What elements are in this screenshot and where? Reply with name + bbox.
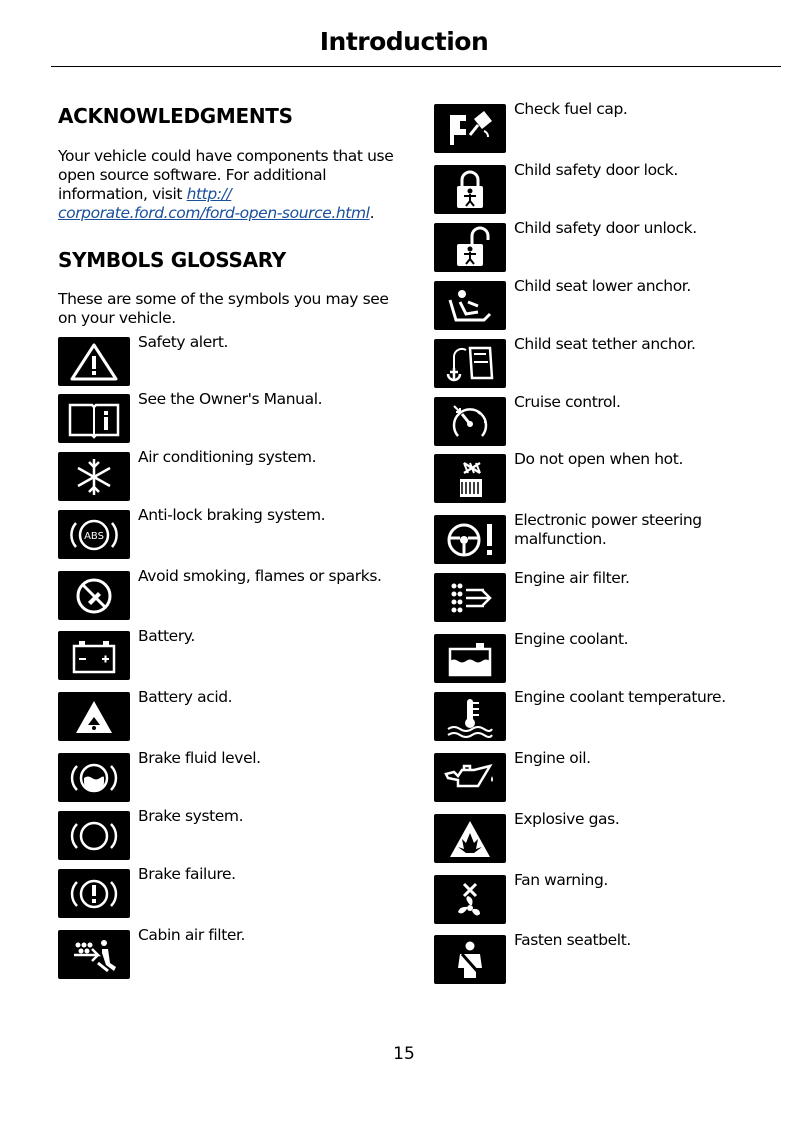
symbol-label: Safety alert. xyxy=(138,333,229,351)
engine-oil-icon xyxy=(434,753,506,802)
child-seat-anchor-icon xyxy=(434,281,506,330)
symbol-label: Engine oil. xyxy=(514,749,591,767)
warning-triangle-icon xyxy=(58,337,130,386)
fan-warning-icon xyxy=(434,875,506,924)
symbol-label: Check fuel cap. xyxy=(514,100,628,118)
engine-coolant-icon xyxy=(434,634,506,683)
fuel-cap-icon xyxy=(434,104,506,153)
symbol-label: Cabin air filter. xyxy=(138,926,246,944)
explosive-gas-icon xyxy=(434,814,506,863)
cabin-air-filter-icon xyxy=(58,930,130,979)
child-unlock-icon xyxy=(434,223,506,272)
open-source-link[interactable]: http:// corporate.ford.com/ford-open-source.html xyxy=(58,185,370,222)
symbol-label: See the Owner's Manual. xyxy=(138,390,323,408)
symbol-label: Brake failure. xyxy=(138,865,236,883)
acknowledgments-heading: ACKNOWLEDGMENTS xyxy=(58,104,293,128)
svg-text:ABS: ABS xyxy=(84,530,104,542)
symbol-label: Do not open when hot. xyxy=(514,450,683,468)
coolant-temperature-icon xyxy=(434,692,506,741)
page-title: Introduction xyxy=(319,27,489,56)
symbol-label: Engine coolant temperature. xyxy=(514,688,726,706)
abs-icon xyxy=(58,510,130,559)
symbol-label: Brake system. xyxy=(138,807,244,825)
symbol-label: Child seat lower anchor. xyxy=(514,277,691,295)
acknowledgments-text xyxy=(58,147,408,223)
symbol-label: Air conditioning system. xyxy=(138,448,317,466)
header-divider xyxy=(51,66,781,67)
page-number: 15 xyxy=(393,1044,415,1064)
symbol-label: Avoid smoking, flames or sparks. xyxy=(138,567,382,585)
child-lock-icon xyxy=(434,165,506,214)
do-not-open-hot-icon xyxy=(434,454,506,503)
seatbelt-icon xyxy=(434,935,506,984)
symbol-label: Battery acid. xyxy=(138,688,233,706)
symbol-label: Anti-lock braking system. xyxy=(138,506,326,524)
symbol-label: Child safety door lock. xyxy=(514,161,678,179)
battery-icon xyxy=(58,631,130,680)
power-steering-icon xyxy=(434,515,506,564)
symbol-label: Engine air filter. xyxy=(514,569,630,587)
symbol-label: Child safety door unlock. xyxy=(514,219,697,237)
brake-fluid-icon xyxy=(58,753,130,802)
acknowledgments-body: Your vehicle could have components that use open source software. For additional information, visit xyxy=(58,147,394,203)
symbol-label: Engine coolant. xyxy=(514,630,629,648)
symbol-label: Fan warning. xyxy=(514,871,608,889)
engine-air-filter-icon xyxy=(434,573,506,622)
symbol-label: Child seat tether anchor. xyxy=(514,335,696,353)
symbol-label: Explosive gas. xyxy=(514,810,620,828)
battery-acid-icon xyxy=(58,692,130,741)
manual-book-icon xyxy=(58,394,130,443)
brake-system-icon xyxy=(58,811,130,860)
symbol-label: Cruise control. xyxy=(514,393,621,411)
no-smoking-icon xyxy=(58,571,130,620)
glossary-intro: These are some of the symbols you may see on your vehicle. xyxy=(58,290,389,327)
cruise-control-icon xyxy=(434,397,506,446)
snowflake-icon xyxy=(58,452,130,501)
symbol-label: Brake fluid level. xyxy=(138,749,261,767)
symbol-label: Battery. xyxy=(138,627,195,645)
child-seat-tether-icon xyxy=(434,339,506,388)
symbol-label: Electronic power steering malfunction. xyxy=(514,511,702,548)
brake-failure-icon xyxy=(58,869,130,918)
glossary-heading: SYMBOLS GLOSSARY xyxy=(58,248,286,272)
acknowledgments-period: . xyxy=(369,204,375,222)
symbol-label: Fasten seatbelt. xyxy=(514,931,631,949)
